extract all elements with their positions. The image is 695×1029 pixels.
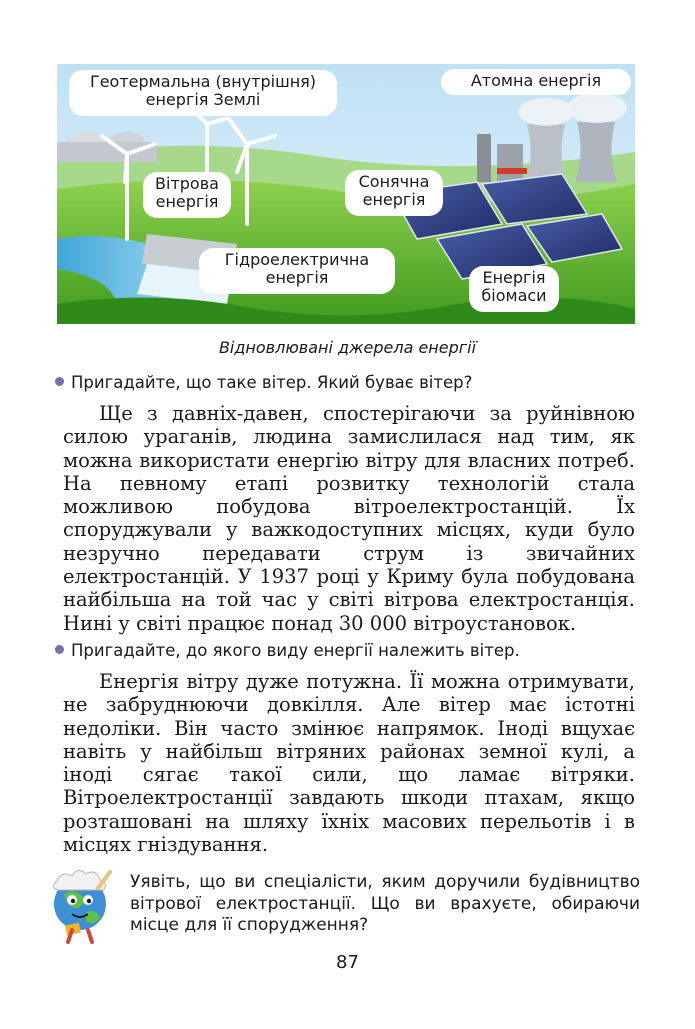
label-wind: Вітрова енергія [143, 172, 231, 218]
bullet-icon [55, 377, 64, 386]
paragraph-1: Ще з давніх-давен, спостерігаючи за руйнівною силою ураганів, людина замислилася над тим, як можна використати енергію вітру для власних потреб. На певному етапі розвитку технологій стала можливою побудова вітроелектростанцій. Їх споруджували у важкодоступних місцях, куди було незручно передавати струм із звичайних електростанцій. У 1937 році у Криму була побудована найбільша на той час у світі вітрова електростанція. Нині у світі працює понад 30 000 вітроустановок. [63, 402, 635, 635]
label-hydro: Гідроелектрична енергія [199, 248, 395, 294]
question-2 [55, 641, 520, 660]
question-1-text: Пригадайте, що таке вітер. Який буває вітер? [71, 373, 473, 392]
bullet-icon [55, 645, 64, 654]
globe-mascot-icon [38, 860, 122, 944]
paragraph-2: Енергія вітру дуже потужна. Її можна отримувати, не забруднюючи довкілля. Але вітер має істотні недоліки. Він часто змінює напрямок. Іноді вщухає навіть у найбільш вітряних районах земної кулі, а іноді сягає такої сили, що ламає вітряки. Вітроелектростанції завдають шкоди птахам, якщо розташовані на шляху їхніх масових перельотів і в місцях гніздування. [63, 670, 635, 857]
label-biomass: Енергія біомаси [469, 266, 559, 312]
task-text: Уявіть, що ви спеціалісти, яким доручили будівництво вітрової електростанції. Що ви врахуєте, обираючи місце для її спорудження? [130, 872, 640, 935]
page-number: 87 [336, 952, 359, 973]
question-2-text: Пригадайте, до якого виду енергії належить вітер. [71, 641, 520, 660]
label-geothermal: Геотермальна (внутрішня) енергія Землі [69, 70, 337, 116]
label-solar: Сонячна енергія [345, 170, 443, 216]
label-nuclear: Атомна енергія [441, 69, 631, 95]
renewable-energy-illustration [57, 64, 635, 324]
figure-caption: Відновлювані джерела енергії [218, 338, 477, 357]
question-1 [55, 373, 472, 392]
